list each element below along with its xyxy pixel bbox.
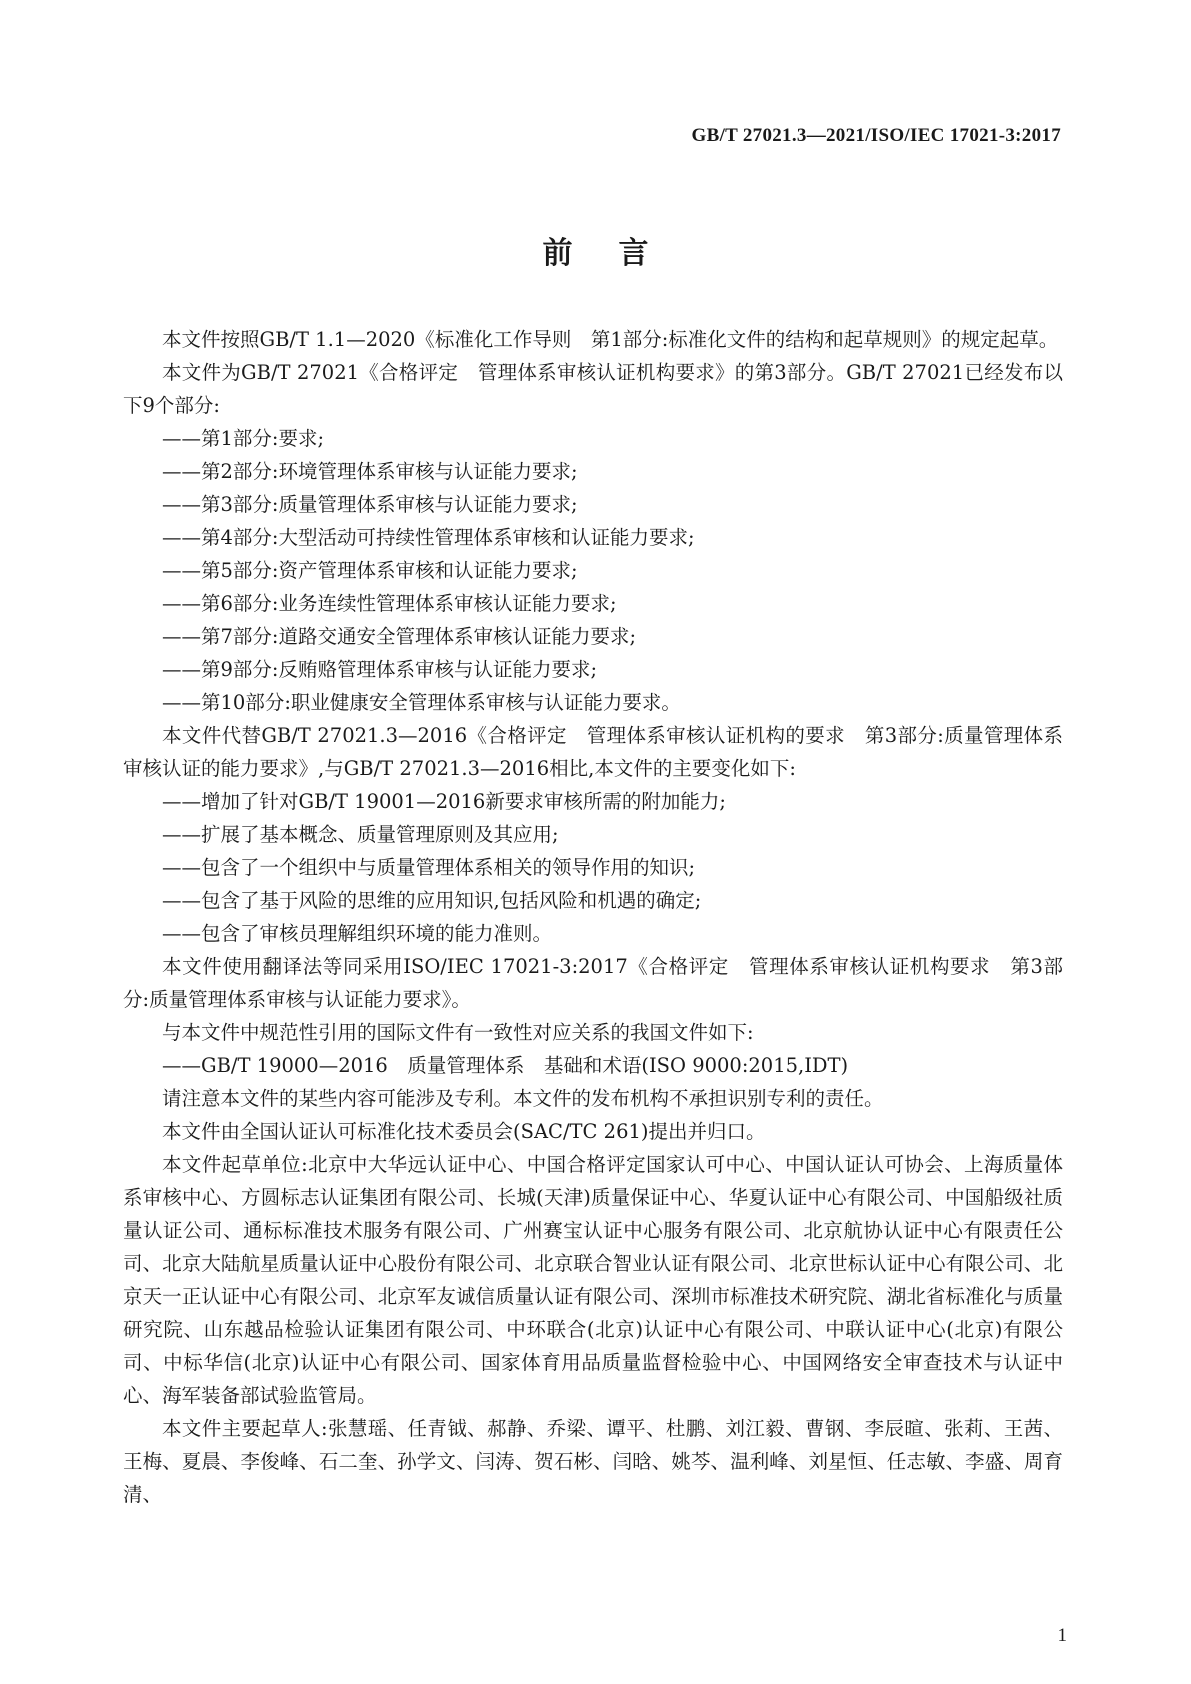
replacement-paragraph: 本文件代替GB/T 27021.3—2016《合格评定 管理体系审核认证机构的要求 第3部分:质量管理体系审核认证的能力要求》,与GB/T 27021.3—2016相比,本文件的主要变化如下: bbox=[123, 724, 1063, 780]
translation-paragraph: 本文件使用翻译法等同采用ISO/IEC 17021-3:2017《合格评定 管理体系审核认证机构要求 第3部分:质量管理体系审核与认证能力要求》。 bbox=[123, 955, 1063, 1011]
page-title: 前言 bbox=[542, 236, 695, 271]
list-item: ——包含了审核员理解组织环境的能力准则。 bbox=[162, 922, 553, 945]
list-item: ——GB/T 19000—2016 质量管理体系 基础和术语(ISO 9000:2015,IDT) bbox=[162, 1054, 849, 1077]
list-item: ——第5部分:资产管理体系审核和认证能力要求; bbox=[162, 559, 578, 582]
series-paragraph: 本文件为GB/T 27021《合格评定 管理体系审核认证机构要求》的第3部分。GB/T 27021已经发布以下9个部分: bbox=[123, 361, 1063, 417]
changes-list bbox=[123, 785, 1063, 950]
standard-code-header: GB/T 27021.3—2021/ISO/IEC 17021-3:2017 bbox=[691, 125, 1061, 146]
parts-list bbox=[123, 422, 1063, 719]
proposer-paragraph: 本文件由全国认证认可标准化技术委员会(SAC/TC 261)提出并归口。 bbox=[162, 1120, 766, 1143]
drafters-paragraph: 本文件主要起草人:张慧瑶、任青钺、郝静、乔梁、谭平、杜鹏、刘江毅、曹钢、李辰暄、张莉、王茜、王梅、夏晨、李俊峰、石二奎、孙学文、闫涛、贺石彬、闫晗、姚芩、温利峰、刘星恒、任志敏、李盛、周育清、 bbox=[123, 1417, 1063, 1506]
page-number: 1 bbox=[1057, 1625, 1067, 1646]
list-item: ——包含了一个组织中与质量管理体系相关的领导作用的知识; bbox=[162, 856, 696, 879]
list-item: ——第7部分:道路交通安全管理体系审核认证能力要求; bbox=[162, 625, 637, 648]
list-item: ——第6部分:业务连续性管理体系审核认证能力要求; bbox=[162, 592, 617, 615]
foreword-body bbox=[123, 323, 1063, 1511]
list-item: ——第2部分:环境管理体系审核与认证能力要求; bbox=[162, 460, 578, 483]
list-item: ——第4部分:大型活动可持续性管理体系审核和认证能力要求; bbox=[162, 526, 695, 549]
patent-notice: 请注意本文件的某些内容可能涉及专利。本文件的发布机构不承担识别专利的责任。 bbox=[162, 1087, 884, 1110]
list-item: ——第10部分:职业健康安全管理体系审核与认证能力要求。 bbox=[162, 691, 681, 714]
correspondence-intro: 与本文件中规范性引用的国际文件有一致性对应关系的我国文件如下: bbox=[162, 1021, 754, 1044]
list-item: ——包含了基于风险的思维的应用知识,包括风险和机遇的确定; bbox=[162, 889, 702, 912]
drafting-rule-paragraph: 本文件按照GB/T 1.1—2020《标准化工作导则 第1部分:标准化文件的结构和起草规则》的规定起草。 bbox=[162, 328, 1059, 351]
list-item: ——第1部分:要求; bbox=[162, 427, 325, 450]
list-item: ——增加了针对GB/T 19001—2016新要求审核所需的附加能力; bbox=[162, 790, 726, 813]
list-item: ——第9部分:反贿赂管理体系审核与认证能力要求; bbox=[162, 658, 598, 681]
list-item: ——第3部分:质量管理体系审核与认证能力要求; bbox=[162, 493, 578, 516]
drafting-units-paragraph: 本文件起草单位:北京中大华远认证中心、中国合格评定国家认可中心、中国认证认可协会、上海质量体系审核中心、方圆标志认证集团有限公司、长城(天津)质量保证中心、华夏认证中心有限公司、中国船级社质量认证公司、通标标准技术服务有限公司、广州赛宝认证中心服务有限公司、北京航协认证中心有限责任公司、北京大陆航星质量认证中心股份有限公司、北京联合智业认证有限公司、北京世标认证中心有限公司、北京天一正认证中心有限公司、北京军友诚信质量认证有限公司、深圳市标准技术研究院、湖北省标准化与质量研究院、山东越品检验认证集团有限公司、中环联合(北京)认证中心有限公司、中联认证中心(北京)有限公司、中标华信(北京)认证中心有限公司、国家体育用品质量监督检验中心、中国网络安全审查技术与认证中心、海军装备部试验监管局。 bbox=[123, 1153, 1063, 1407]
list-item: ——扩展了基本概念、质量管理原则及其应用; bbox=[162, 823, 559, 846]
